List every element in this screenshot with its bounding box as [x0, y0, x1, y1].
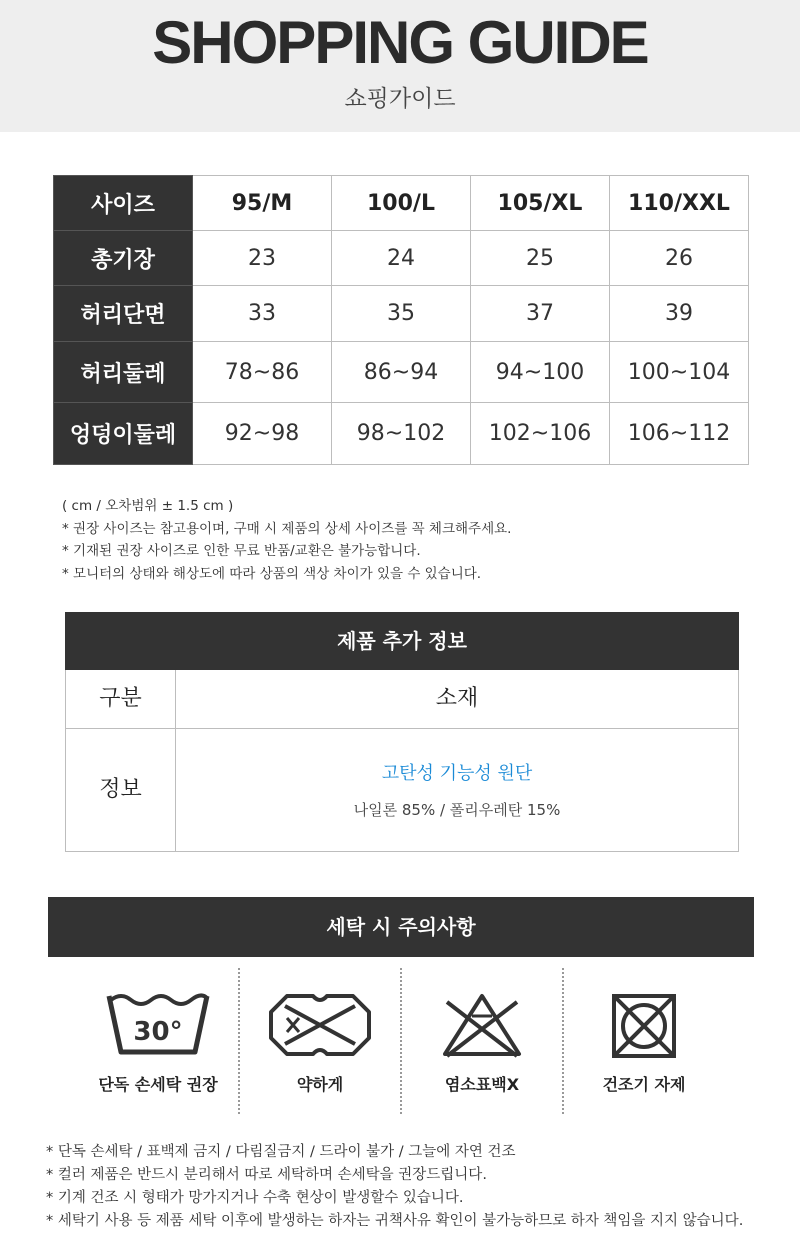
guide-header [0, 0, 800, 132]
note-line: * 컬러 제품은 반드시 분리해서 따로 세탁하며 손세탁을 권장드립니다. [46, 1167, 487, 1183]
wash-label: 염소표백X [444, 1075, 520, 1094]
note-line: * 세탁기 사용 등 제품 세탁 이후에 발생하는 하자는 귀책사유 확인이 불가능하므로 하자 책임을 지지 않습니다. [46, 1213, 744, 1229]
product-info-table [65, 670, 739, 852]
table-cell: 94~100 [471, 342, 610, 403]
material-composition: 나일론 85% / 폴리우레탄 15% [353, 801, 561, 819]
no-tumble-dry-icon [589, 990, 699, 1060]
table-cell: 39 [610, 286, 749, 342]
no-bleach-icon [427, 990, 537, 1060]
row-header: 엉덩이둘레 [54, 403, 193, 465]
wash-item [240, 990, 400, 1115]
table-cell: 102~106 [471, 403, 610, 465]
row-header: 허리단면 [54, 286, 193, 342]
table-row [54, 286, 749, 342]
material-highlight: 고탄성 기능성 원단 [381, 763, 533, 784]
table-cell: 105/XL [471, 176, 610, 231]
table-cell: 37 [471, 286, 610, 342]
note-line: * 단독 손세탁 / 표백제 금지 / 다림질금지 / 드라이 불가 / 그늘에 자연 건조 [46, 1144, 516, 1160]
note-line: ( cm / 오차범위 ± 1.5 cm ) [62, 498, 234, 514]
table-row [54, 342, 749, 403]
table-cell: 78~86 [193, 342, 332, 403]
note-line: * 기재된 권장 사이즈로 인한 무료 반품/교환은 불가능합니다. [62, 543, 421, 559]
product-info-title: 제품 추가 정보 [65, 612, 739, 670]
table-cell: 26 [610, 231, 749, 286]
info-row-detail [66, 729, 738, 851]
info-value: 소재 [435, 686, 479, 711]
row-header: 사이즈 [54, 176, 193, 231]
table-cell: 24 [332, 231, 471, 286]
table-row [54, 403, 749, 465]
table-row [54, 176, 749, 231]
wash-label: 단독 손세탁 권장 [98, 1075, 218, 1094]
note-line: * 기계 건조 시 형태가 망가지거나 수축 현상이 발생할수 있습니다. [46, 1190, 464, 1206]
table-cell: 95/M [193, 176, 332, 231]
note-line: * 권장 사이즈는 참고용이며, 구매 시 제품의 상세 사이즈를 꼭 체크해주세요. [62, 520, 512, 537]
page-subtitle: 쇼핑가이드 [344, 86, 456, 112]
info-row-category [66, 670, 738, 729]
table-cell: 92~98 [193, 403, 332, 465]
size-table [53, 175, 749, 465]
table-cell: 100/L [332, 176, 471, 231]
wash-label: 약하게 [296, 1075, 344, 1094]
wash-title: 세탁 시 주의사항 [48, 897, 754, 957]
wash-notes [46, 1141, 743, 1233]
wash-label: 건조기 자제 [602, 1075, 686, 1094]
wash-item [402, 990, 562, 1115]
gentle-wash-icon [265, 990, 375, 1060]
table-cell: 23 [193, 231, 332, 286]
table-cell: 86~94 [332, 342, 471, 403]
note-line: * 모니터의 상태와 해상도에 따라 상품의 색상 차이가 있을 수 있습니다. [62, 565, 482, 582]
table-cell: 100~104 [610, 342, 749, 403]
row-header: 총기장 [54, 231, 193, 286]
table-cell: 106~112 [610, 403, 749, 465]
wash-item [564, 990, 724, 1115]
table-row [54, 231, 749, 286]
table-cell: 25 [471, 231, 610, 286]
size-notes [62, 495, 511, 585]
wash-item [78, 990, 238, 1115]
wash-30-icon [103, 990, 213, 1060]
table-cell: 35 [332, 286, 471, 342]
info-label: 정보 [66, 729, 176, 851]
page-title: SHOPPING GUIDE [152, 9, 648, 76]
wash-temp-label: 30° [133, 1017, 183, 1047]
row-header: 허리둘레 [54, 342, 193, 403]
table-cell: 98~102 [332, 403, 471, 465]
table-cell: 33 [193, 286, 332, 342]
table-cell: 110/XXL [610, 176, 749, 231]
info-label: 구분 [66, 670, 176, 728]
